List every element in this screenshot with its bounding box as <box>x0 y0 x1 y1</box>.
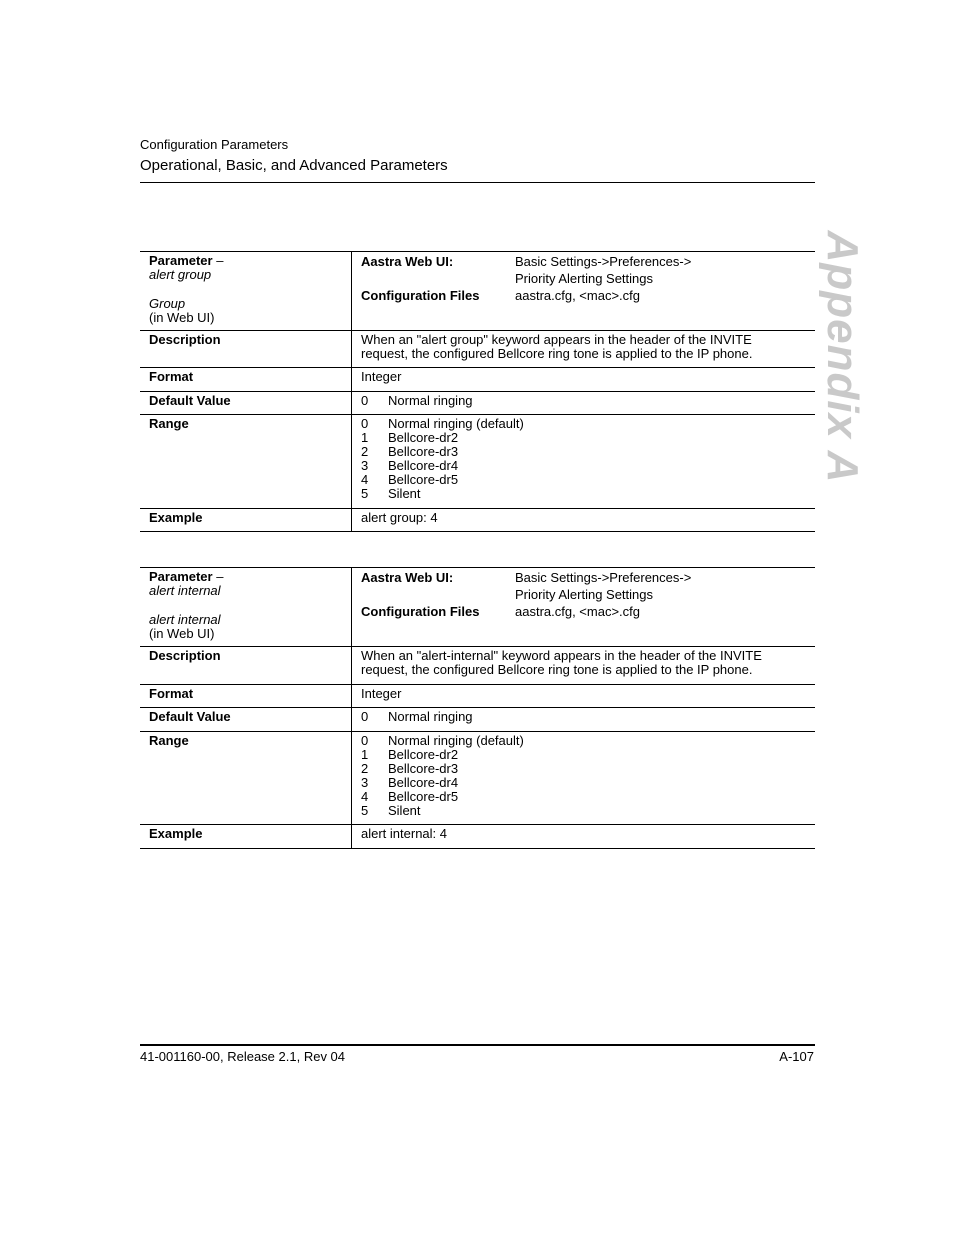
range-item-number: 4 <box>361 789 369 804</box>
parameter-cell <box>140 568 352 647</box>
description-label: Description <box>149 648 221 663</box>
range-label: Range <box>149 733 189 748</box>
config-files-label: Configuration Files <box>361 288 480 303</box>
format-value: Integer <box>361 369 402 384</box>
range-label: Range <box>149 416 189 431</box>
webui-suffix: (in Web UI) <box>149 310 215 325</box>
range-item-text: Bellcore-dr3 <box>388 761 459 776</box>
range-item <box>361 762 815 776</box>
range-item-number: 5 <box>361 486 369 501</box>
table-row-parameter <box>140 252 815 331</box>
example-label: Example <box>149 510 203 525</box>
example-label-cell <box>140 825 352 849</box>
aastra-webui-label: Aastra Web UI: <box>361 254 454 269</box>
range-item <box>361 804 815 818</box>
table-row-range <box>140 415 815 509</box>
format-label-cell <box>140 368 352 392</box>
range-item-number: 3 <box>361 458 369 473</box>
config-files-value: aastra.cfg, <mac>.cfg <box>515 604 641 619</box>
range-item-text: Bellcore-dr2 <box>388 430 459 445</box>
location-cell <box>352 252 816 331</box>
footer-page-number: A-107 <box>779 1049 814 1064</box>
table-row-format <box>140 368 815 392</box>
range-item <box>361 431 815 445</box>
default-value-label: Default Value <box>149 709 231 724</box>
range-item-text: Bellcore-dr5 <box>388 789 459 804</box>
config-files-value: aastra.cfg, <mac>.cfg <box>515 288 641 303</box>
range-item <box>361 734 815 748</box>
range-item <box>361 445 815 459</box>
range-item-number: 5 <box>361 803 369 818</box>
description-value-cell <box>352 647 816 685</box>
table-row-example <box>140 825 815 849</box>
table-row-format <box>140 685 815 708</box>
example-value-cell <box>352 825 816 849</box>
range-item-number: 2 <box>361 444 369 459</box>
webui-name: Group <box>149 296 186 311</box>
aastra-webui-path-2: Priority Alerting Settings <box>515 587 654 602</box>
range-item-number: 0 <box>361 733 369 748</box>
running-header-title: Operational, Basic, and Advanced Parameters <box>140 157 448 174</box>
description-line-1: When an "alert group" keyword appears in the header of the INVITE <box>361 332 752 347</box>
range-item <box>361 748 815 762</box>
description-label: Description <box>149 332 221 347</box>
default-label-cell <box>140 392 352 415</box>
param-table-alert-group <box>140 251 815 532</box>
running-header-section: Configuration Parameters <box>140 137 289 152</box>
aastra-webui-path-1: Basic Settings->Preferences-> <box>515 254 692 269</box>
footer-rule <box>140 1044 815 1046</box>
default-value-text: Normal ringing <box>388 709 473 724</box>
table-row-description <box>140 647 815 685</box>
description-value-cell <box>352 331 816 368</box>
parameter-name: alert group <box>149 267 212 282</box>
parameter-dash: – <box>212 253 224 268</box>
range-item-number: 4 <box>361 472 369 487</box>
range-item-number: 1 <box>361 430 369 445</box>
default-value-number: 0 <box>361 709 369 724</box>
parameter-dash: – <box>212 569 224 584</box>
table-row-parameter <box>140 568 815 647</box>
table-row-default-value <box>140 392 815 415</box>
example-value-cell <box>352 509 816 532</box>
parameter-name: alert internal <box>149 583 221 598</box>
range-item-number: 2 <box>361 761 369 776</box>
description-label-cell <box>140 647 352 685</box>
appendix-side-tab-label: Appendix A <box>818 230 867 484</box>
range-item-text: Bellcore-dr4 <box>388 458 459 473</box>
range-label-cell <box>140 415 352 509</box>
description-line-2: request, the configured Bellcore ring tone is applied to the IP phone. <box>361 662 753 677</box>
default-value-cell <box>352 392 816 415</box>
range-label-cell <box>140 732 352 825</box>
example-value: alert internal: 4 <box>361 826 447 841</box>
description-line-2: request, the configured Bellcore ring tone is applied to the IP phone. <box>361 346 753 361</box>
range-item <box>361 790 815 804</box>
aastra-webui-path-2: Priority Alerting Settings <box>515 271 654 286</box>
table-row-range <box>140 732 815 825</box>
header-rule <box>140 182 815 183</box>
parameter-label: Parameter <box>149 569 213 584</box>
format-label: Format <box>149 369 194 384</box>
range-item-text: Silent <box>388 803 421 818</box>
range-item <box>361 487 815 501</box>
appendix-side-tab <box>818 230 867 484</box>
range-value-cell <box>352 732 816 825</box>
parameter-cell <box>140 252 352 331</box>
range-item-text: Bellcore-dr3 <box>388 444 459 459</box>
table-row-default-value <box>140 708 815 732</box>
table-row-description <box>140 331 815 368</box>
description-line-1: When an "alert-internal" keyword appears in the header of the INVITE <box>361 648 762 663</box>
range-item-text: Silent <box>388 486 421 501</box>
range-item-text: Normal ringing (default) <box>388 416 524 431</box>
range-item-text: Bellcore-dr5 <box>388 472 459 487</box>
range-item <box>361 776 815 790</box>
example-label-cell <box>140 509 352 532</box>
webui-name: alert internal <box>149 612 221 627</box>
default-label-cell <box>140 708 352 732</box>
footer-doc-id: 41-001160-00, Release 2.1, Rev 04 <box>140 1049 346 1064</box>
location-cell <box>352 568 816 647</box>
format-value-cell <box>352 685 816 708</box>
range-item-number: 1 <box>361 747 369 762</box>
config-files-label: Configuration Files <box>361 604 480 619</box>
format-value-cell <box>352 368 816 392</box>
format-label: Format <box>149 686 194 701</box>
range-item-text: Bellcore-dr4 <box>388 775 459 790</box>
format-label-cell <box>140 685 352 708</box>
range-item <box>361 473 815 487</box>
aastra-webui-path-1: Basic Settings->Preferences-> <box>515 570 692 585</box>
default-value-text: Normal ringing <box>388 393 473 408</box>
default-value-number: 0 <box>361 393 369 408</box>
range-item <box>361 459 815 473</box>
example-value: alert group: 4 <box>361 510 438 525</box>
webui-suffix: (in Web UI) <box>149 626 215 641</box>
default-value-cell <box>352 708 816 732</box>
range-value-cell <box>352 415 816 509</box>
range-item-number: 3 <box>361 775 369 790</box>
range-item-text: Bellcore-dr2 <box>388 747 459 762</box>
table-row-example <box>140 509 815 532</box>
default-value-label: Default Value <box>149 393 231 408</box>
range-item-text: Normal ringing (default) <box>388 733 524 748</box>
aastra-webui-label: Aastra Web UI: <box>361 570 454 585</box>
range-item-number: 0 <box>361 416 369 431</box>
param-table-alert-internal <box>140 567 815 849</box>
parameter-label: Parameter <box>149 253 213 268</box>
format-value: Integer <box>361 686 402 701</box>
range-item <box>361 417 815 431</box>
example-label: Example <box>149 826 203 841</box>
description-label-cell <box>140 331 352 368</box>
